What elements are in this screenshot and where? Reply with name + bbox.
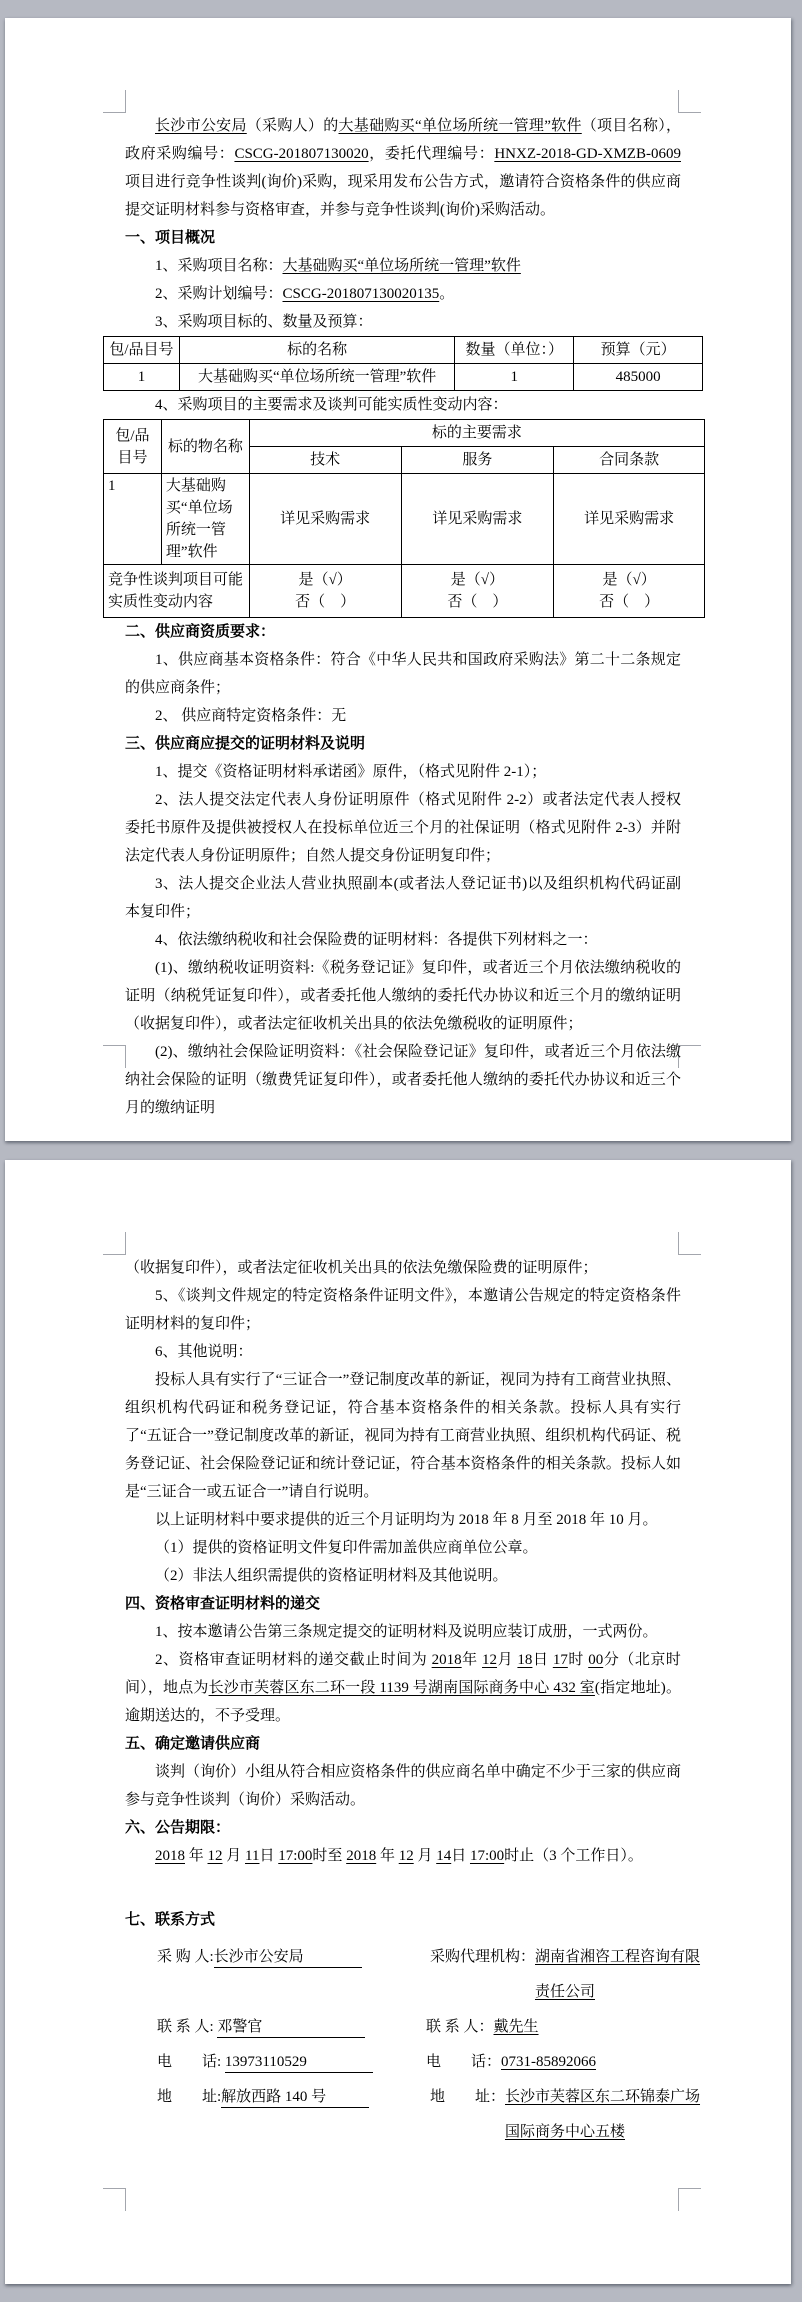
text-segment: 年	[376, 1848, 399, 1864]
item-tail: 。	[439, 286, 455, 302]
intro-text: 项目进行竞争性谈判(询价)采购，现采用发布公告方式，邀请符合资格条件的供应商提交证明材料参与资格审查，并参与竞争性谈判(询价)采购活动。	[125, 174, 681, 218]
table-header-row	[104, 420, 705, 447]
requirements-item-heading: 4、采购项目的主要需求及谈判可能实质性变动内容：	[155, 397, 508, 413]
paragraph: 以上证明材料中要求提供的近三个月证明均为 2018 年 8 月至 2018 年 10 月。	[155, 1512, 658, 1528]
section-2-heading: 二、供应商资质要求：	[125, 623, 276, 640]
start-month: 12	[207, 1848, 223, 1864]
text-segment: 年	[461, 1652, 483, 1668]
cell-variation-tech	[249, 565, 401, 618]
agent-address-row	[426, 2080, 704, 2150]
gov-procurement-no: CSCG-201807130020	[234, 146, 369, 162]
start-time: 17:00	[278, 1848, 313, 1864]
contact-label: 电 话:	[157, 2054, 222, 2070]
header-cell: 数量（单位：）	[455, 337, 574, 364]
contact-block	[125, 1940, 701, 2150]
cell-subject-name: 大基础购买“单位场所统一管理”软件	[161, 474, 249, 565]
cell-budget: 485000	[574, 364, 703, 391]
cell-service-requirement: 详见采购需求	[401, 474, 554, 565]
item-label: 2、采购计划编号：	[155, 286, 283, 302]
header-cell: 合同条款	[554, 447, 705, 474]
text-segment: 年	[185, 1848, 208, 1864]
yes-option: 是（√）	[450, 572, 504, 588]
cell-quantity: 1	[455, 364, 574, 391]
intro-paragraph	[125, 112, 681, 224]
paragraph: 1、提交《资格证明材料承诺函》原件，（格式见附件 2-1）；	[155, 764, 547, 780]
intro-text: （采购人）的	[246, 118, 339, 134]
text-segment: 2、资格审查证明材料的递交截止时间为	[155, 1652, 432, 1668]
agent-name-value: 湖南省湘咨工程咨询有限责任公司	[534, 1949, 701, 2000]
buyer-contact-person-value: 邓警官	[217, 2018, 365, 2038]
item-label: 1、采购项目名称：	[155, 258, 283, 274]
cell-variation-contract	[554, 565, 705, 618]
buyer-contact-person-row	[157, 2010, 426, 2045]
cell-subject-name: 大基础购买“单位场所统一管理”软件	[179, 364, 454, 391]
text-segment: 月	[497, 1652, 518, 1668]
agent-phone-value: 0731-85892066	[501, 2054, 597, 2070]
section-7-heading: 七、联系方式	[125, 1911, 216, 1928]
plan-number-item	[125, 280, 681, 308]
header-cell: 标的名称	[179, 337, 454, 364]
agent-name-row	[426, 1940, 704, 2010]
text-segment: 分（北京时间），地点为	[125, 1652, 681, 1696]
document-page-1	[5, 18, 791, 1141]
section-4-heading: 四、资格审查证明材料的递交	[125, 1595, 321, 1612]
cell-package-no: 1	[104, 474, 162, 565]
section-1-heading: 一、项目概况	[125, 229, 216, 246]
agent-phone-row	[426, 2045, 704, 2080]
buyer-contact-column	[157, 1940, 426, 2150]
paragraph: 2、 供应商特定资格条件：无	[155, 708, 347, 724]
header-cell: 包/品目号	[104, 337, 180, 364]
text-boundary-mark	[678, 2188, 701, 2211]
project-name-item	[125, 252, 681, 280]
deadline-minute: 00	[588, 1652, 604, 1668]
text-boundary-mark	[103, 1045, 126, 1068]
agent-contact-person-value: 戴先生	[493, 2019, 539, 2035]
end-day: 14	[436, 1848, 452, 1864]
text-boundary-mark	[103, 90, 126, 113]
deadline-hour: 17	[552, 1652, 568, 1668]
no-option: 否（ ）	[447, 594, 508, 610]
intro-text: ，委托代理编号：	[368, 146, 495, 162]
table-row	[104, 565, 705, 618]
paragraph: 谈判（询价）小组从符合相应资格条件的供应商名单中确定不少于三家的供应商参与竞争性谈判（询价）采购活动。	[125, 1764, 681, 1808]
deadline-paragraph	[125, 1646, 681, 1730]
table-header-row	[104, 337, 703, 364]
document-page-2	[5, 1160, 791, 2284]
continued-paragraph: （收据复印件），或者法定征收机关出具的依法免缴保险费的证明原件；	[125, 1260, 598, 1276]
page-2-content	[125, 1254, 701, 2150]
paragraph: 6、其他说明：	[155, 1344, 253, 1360]
deadline-year: 2018	[431, 1652, 462, 1668]
paragraph: 1、供应商基本资格条件：符合《中华人民共和国政府采购法》第二十二条规定的供应商条件；	[125, 652, 681, 696]
cell-variation-label: 竞争性谈判项目可能实质性变动内容	[104, 565, 250, 618]
paragraph: 4、依法缴纳税收和社会保险费的证明材料：各提供下列材料之一：	[155, 932, 598, 948]
buyer-address-value: 解放西路 140 号	[221, 2088, 369, 2108]
no-option: 否（ ）	[295, 594, 356, 610]
requirements-table	[103, 419, 705, 618]
buyer-phone-row	[157, 2045, 426, 2080]
header-cell: 标的物名称	[161, 420, 249, 474]
project-name: 大基础购买“单位场所统一管理”软件	[338, 118, 582, 134]
cell-contract-requirement: 详见采购需求	[554, 474, 705, 565]
paragraph: （2）非法人组织需提供的资格证明材料及其他说明。	[155, 1568, 508, 1584]
agent-contact-column	[426, 1940, 704, 2150]
text-segment: 时	[567, 1652, 589, 1668]
buyer-name-row	[157, 1940, 426, 2010]
section-5-heading: 五、确定邀请供应商	[125, 1735, 261, 1752]
paragraph: 3、法人提交企业法人营业执照副本(或者法人登记证书)以及组织机构代码证副本复印件；	[125, 876, 681, 920]
buyer-name: 长沙市公安局	[155, 118, 247, 134]
paragraph: 5、《谈判文件规定的特定资格条件证明文件》，本邀请公告规定的特定资格条件证明材料的复印件；	[125, 1288, 681, 1332]
text-segment: 时止（3 个工作日）。	[504, 1848, 643, 1864]
section-6-heading: 六、公告期限：	[125, 1819, 231, 1836]
yes-option: 是（√）	[602, 572, 656, 588]
text-boundary-mark	[678, 1232, 701, 1255]
yes-option: 是（√）	[298, 572, 352, 588]
deadline-month: 12	[482, 1652, 498, 1668]
start-year: 2018	[155, 1848, 185, 1864]
item-value: CSCG-201807130020135	[282, 286, 440, 302]
text-boundary-mark	[678, 90, 701, 113]
end-year: 2018	[346, 1848, 377, 1864]
header-cell: 技术	[249, 447, 401, 474]
paragraph: 1、按本邀请公告第三条规定提交的证明材料及说明应装订成册，一式两份。	[155, 1624, 658, 1640]
deadline-day: 18	[517, 1652, 533, 1668]
no-option: 否（ ）	[599, 594, 660, 610]
cell-package-no: 1	[104, 364, 180, 391]
text-boundary-mark	[103, 2188, 126, 2211]
table-row	[104, 364, 703, 391]
budget-item-heading: 3、采购项目标的、数量及预算：	[155, 314, 373, 330]
contact-label: 电 话：	[426, 2054, 502, 2070]
end-time: 17:00	[469, 1848, 505, 1864]
paragraph: (1)、缴纳税收证明资料:《税务登记证》复印件，或者近三个月依法缴纳税收的证明（纳税凭证复印件），或者委托他人缴纳的委托代办协议和近三个月的缴纳证明（收据复印件），或者法定征收机关出具的依法免缴税收的证明原件；	[125, 960, 681, 1032]
text-segment: 日	[532, 1652, 553, 1668]
text-segment: 日	[259, 1848, 279, 1864]
paragraph: (2)、缴纳社会保险证明资料：《社会保险登记证》复印件，或者近三个月依法缴纳社会保险的证明（缴费凭证复印件），或者委托他人缴纳的委托代办协议和近三个月的缴纳证明	[125, 1044, 681, 1116]
contact-label: 地 址:	[157, 2089, 222, 2105]
item-value: 大基础购买“单位场所统一管理”软件	[282, 258, 521, 274]
text-segment: (指定地址)。逾期送达的，不予受理。	[125, 1680, 681, 1724]
announcement-period-paragraph	[125, 1842, 681, 1870]
text-segment: 时至	[312, 1848, 347, 1864]
contact-label: 采 购 人:	[157, 1949, 214, 1965]
contact-label: 地 址：	[429, 2089, 505, 2105]
cell-tech-requirement: 详见采购需求	[249, 474, 401, 565]
header-cell: 包/品目号	[104, 420, 162, 474]
header-cell: 预算（元）	[574, 337, 703, 364]
submission-address: 长沙市芙蓉区东二环一段 1139 号湖南国际商务中心 432 室	[208, 1680, 595, 1696]
end-month: 12	[398, 1848, 414, 1864]
header-cell-span: 标的主要需求	[249, 420, 704, 447]
buyer-name-value: 长沙市公安局	[214, 1948, 362, 1968]
paragraph: 2、法人提交法定代表人身份证明原件（格式见附件 2-2）或者法定代表人授权委托书原件及提供被授权人在投标单位近三个月的社保证明（格式见附件 2-3）并附法定代表人身份证明原件；自然人提交身份证明复印件；	[125, 792, 681, 864]
text-segment: 月	[413, 1848, 437, 1864]
section-3-heading: 三、供应商应提交的证明材料及说明	[125, 735, 366, 752]
intro-text: （项目名称），政府采购编号：	[125, 118, 681, 162]
budget-table	[103, 336, 703, 391]
start-day: 11	[245, 1848, 260, 1864]
buyer-address-row	[157, 2080, 426, 2115]
contact-label: 采购代理机构：	[429, 1949, 535, 1965]
header-cell: 服务	[401, 447, 554, 474]
agent-address-value: 长沙市芙蓉区东二环锦泰广场国际商务中心五楼	[504, 2089, 701, 2140]
agency-ref-no: HNXZ-2018-GD-XMZB-0609	[494, 146, 681, 162]
cell-variation-service	[401, 565, 554, 618]
text-boundary-mark	[103, 1232, 126, 1255]
paragraph: （1）提供的资格证明文件复印件需加盖供应商单位公章。	[155, 1540, 538, 1556]
agent-contact-person-row	[426, 2010, 704, 2045]
table-row	[104, 474, 705, 565]
text-segment: 月	[222, 1848, 246, 1864]
paragraph: 投标人具有实行了“三证合一”登记制度改革的新证，视同为持有工商营业执照、组织机构代码证和税务登记证，符合基本资格条件的相关条款。投标人具有实行了“五证合一”登记制度改革的新证，视同为持有工商营业执照、组织机构代码证、税务登记证、社会保险登记证和统计登记证，符合基本资格条件的相关条款。投标人如是“三证合一或五证合一”请自行说明。	[125, 1372, 681, 1500]
text-boundary-mark	[678, 1045, 701, 1068]
buyer-phone-value: 13973110529	[225, 2053, 373, 2073]
page-1-content	[108, 112, 681, 1122]
text-segment: 日	[451, 1848, 470, 1864]
contact-label: 联 系 人：	[426, 2019, 494, 2035]
contact-label: 联 系 人:	[157, 2019, 214, 2035]
